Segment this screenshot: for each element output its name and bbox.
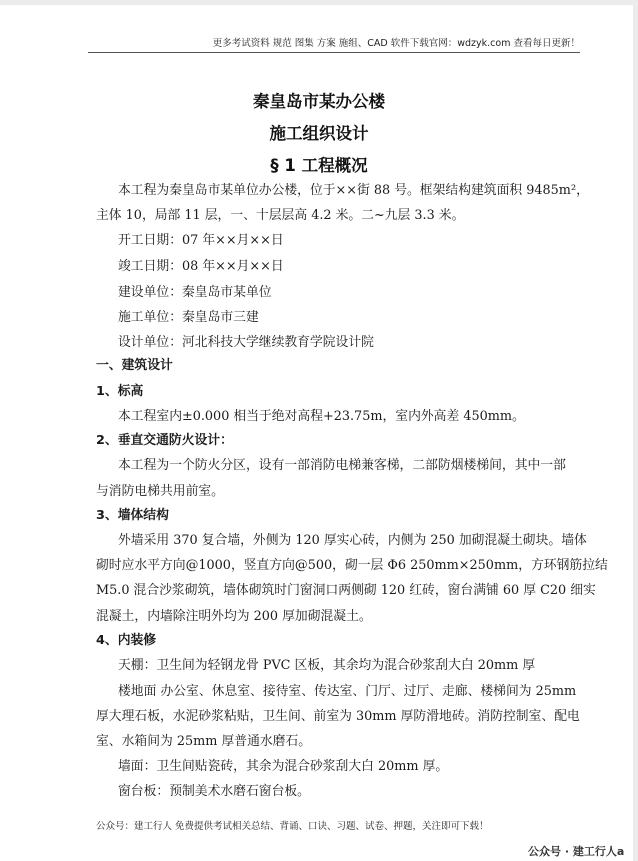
start-date: 开工日期：07 年××月××日 [118,233,284,248]
ceiling-spec: 天棚：卫生间为轻钢龙骨 PVC 区板，其余均为混合砂浆刮大白 20mm 厚 [118,658,536,673]
overview-paragraph-line: 本工程为秦皇岛市某单位办公楼，位于××街 88 号。框架结构建筑面积 9485m²， [118,183,589,198]
floor-spec-line: 厚大理石板，水泥砂浆粘贴，卫生间、前室为 30mm 厚防滑地砖。消防控制室、配电 [96,709,580,724]
document-subtitle: 施工组织设计 [269,124,369,143]
page-header: 更多考试资料 规范 图集 方案 施组、CAD 软件下载官网：wdzyk.com 查看每日更新！ [212,38,580,49]
contractor-unit: 施工单位：秦皇岛市三建 [118,310,259,325]
page-footer: 公众号：建工行人 免费提供考试相关总结、背诵、口诀、习题、试卷、押题，关注即可下载！ [96,821,489,832]
document-title: 秦皇岛市某办公楼 [253,92,385,111]
paragraph-line: M5.0 混合沙浆砌筑，墙体砌筑时门窗洞口两侧砌 120 红砖，窗台满铺 60 厚 C20 细实 [96,583,596,598]
finish-date: 竣工日期：08 年××月××日 [118,259,284,274]
paragraph-line: 本工程为一个防火分区，设有一部消防电梯兼客梯，二部防烟楼梯间，其中一部 [118,458,566,473]
subsection-heading: 3、墙体结构 [96,508,169,523]
paragraph-line: 外墙采用 370 复合墙，外侧为 120 厚实心砖，内侧为 250 加砌混凝土砌块。墙体 [118,533,587,548]
subsection-heading: 4、内装修 [96,633,157,648]
paragraph-line: 与消防电梯共用前室。 [96,484,224,499]
paragraph-line: 本工程室内±0.000 相当于绝对高程+23.75m，室内外高差 450mm。 [118,409,525,424]
subsection-heading: 1、标高 [96,384,144,399]
floor-spec-line: 室、水箱间为 25mm 厚普通水磨石。 [96,734,312,749]
page-border-top [0,0,638,5]
subsection-heading: 2、垂直交通防火设计： [96,433,233,448]
floor-spec-line: 楼地面 办公室、休息室、接待室、传达室、门厅、过厅、走廊、楼梯间为 25mm [118,684,577,699]
paragraph-line: 混凝土，内墙除注明外均为 200 厚加砌混凝土。 [96,609,372,624]
header-rule [88,52,580,53]
watermark: 公众号 · 建工行人a [528,845,625,858]
paragraph-line: 砌时应水平方向@1000，竖直方向@500，砌一层 Φ6 250mm×250mm，方环钢筋拉结 [96,558,608,573]
section-heading: 一、建筑设计 [96,358,173,373]
sill-spec: 窗台板：预制美术水磨石窗台板。 [118,784,310,799]
overview-paragraph-line: 主体 10，局部 11 层，一、十层层高 4.2 米。二~九层 3.3 米。 [96,208,465,223]
design-unit: 设计单位：河北科技大学继续教育学院设计院 [118,335,374,350]
chapter-heading: § 1 工程概况 [270,156,368,175]
wall-spec: 墙面：卫生间贴瓷砖，其余为混合砂浆刮大白 20mm 厚。 [118,759,449,774]
owner-unit: 建设单位：秦皇岛市某单位 [118,285,272,300]
